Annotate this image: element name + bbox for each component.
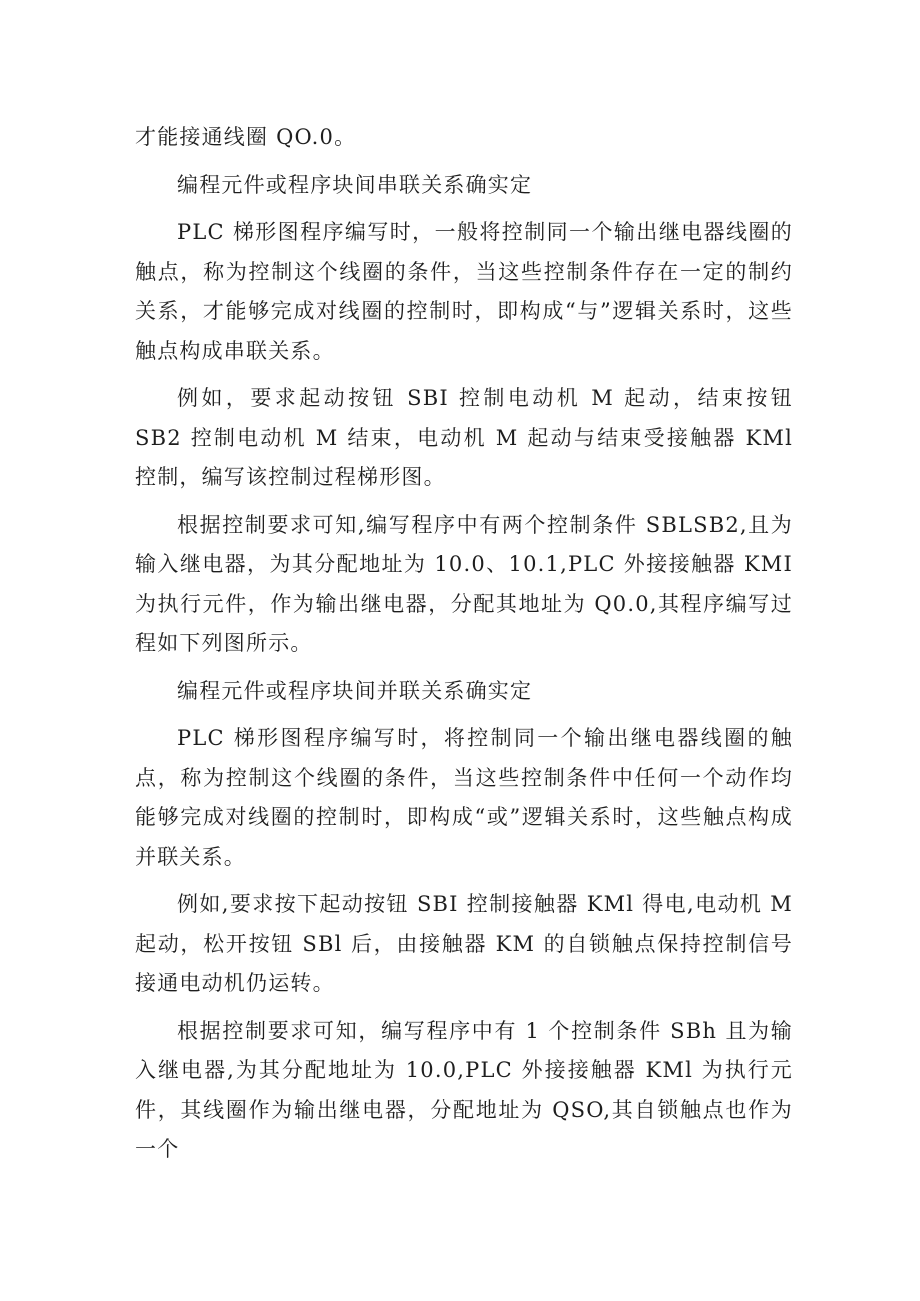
heading-series-relation: 编程元件或程序块间串联关系确实定 [177,172,533,197]
document-body [135,118,793,1178]
paragraph-parallel-definition: PLC 梯形图程序编写时，将控制同一个输出继电器线圈的触点，称为控制这个线圈的条件，当这些控制条件中任何一个动作均能够完成对线圈的控制时，即构成“或”逻辑关系时，这些触点构成并联关系。 [135,726,793,869]
paragraph-continuation: 才能接通线圈 QO.0。 [135,125,357,149]
paragraph-series-example: 例如，要求起动按钮 SBI 控制电动机 M 起动，结束按钮 SB2 控制电动机 M 结束，电动机 M 起动与结束受接触器 KMl 控制，编写该控制过程梯形图。 [135,386,793,489]
paragraph-series-analysis: 根据控制要求可知,编写程序中有两个控制条件 SBLSB2,且为输入继电器，为其分配地址为 10.0、10.1,PLC 外接接触器 KMI 为执行元件，作为输出继电器，分配其地址为 Q0.0,其程序编写过程如下列图所示。 [135,512,793,655]
paragraph-parallel-example: 例如,要求按下起动按钮 SBI 控制接触器 KMl 得电,电动机 M 起动，松开按钮 SBl 后，由接触器 KM 的自锁触点保持控制信号接通电动机仍运转。 [135,892,793,995]
heading-parallel-relation: 编程元件或程序块间并联关系确实定 [177,678,533,703]
paragraph-parallel-analysis: 根据控制要求可知，编写程序中有 1 个控制条件 SBh 且为输入继电器,为其分配地址为 10.0,PLC 外接接触器 KMl 为执行元件，其线圈作为输出继电器，分配地址为 QSO,其自锁触点也作为一个 [135,1018,793,1161]
paragraph-series-definition: PLC 梯形图程序编写时，一般将控制同一个输出继电器线圈的触点，称为控制这个线圈的条件，当这些控制条件存在一定的制约关系，才能够完成对线圈的控制时，即构成“与”逻辑关系时，这些触点构成串联关系。 [135,220,793,363]
